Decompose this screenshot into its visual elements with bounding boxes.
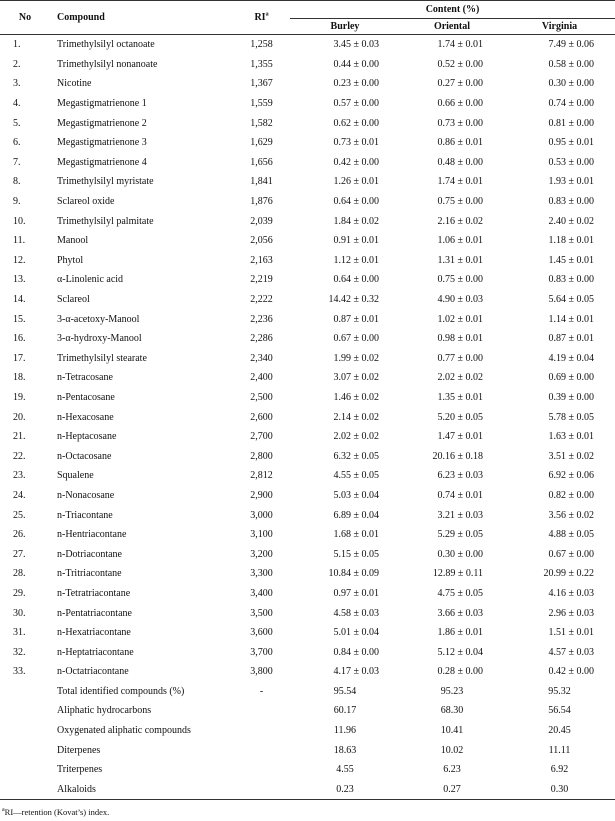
- compound-name: n-Tritriacontane: [57, 568, 122, 580]
- oriental-value: 20.16 ± 0.18: [432, 450, 483, 462]
- summary-label: Triterpenes: [57, 764, 103, 776]
- virginia-value: 0.95 ± 0.01: [548, 137, 595, 149]
- table-row: [0, 270, 615, 290]
- virginia-value: 0.82 ± 0.00: [548, 489, 595, 501]
- virginia-value: 2.40 ± 0.02: [548, 215, 595, 227]
- compound-name: Trimethylsilyl stearate: [57, 352, 147, 364]
- oriental-value: 4.75 ± 0.05: [437, 587, 483, 599]
- compound-name: n-Hentriacontane: [57, 529, 127, 541]
- summary-ri: [233, 760, 290, 780]
- oriental-total: 68.30: [440, 705, 464, 717]
- burley-value: 1.12 ± 0.01: [333, 254, 379, 266]
- oriental-value: 0.27 ± 0.00: [437, 78, 483, 90]
- retention-index: 2,400: [250, 372, 273, 384]
- row-number: 16.: [13, 333, 26, 345]
- virginia-value: 0.42 ± 0.00: [548, 666, 595, 678]
- burley-value: 1.46 ± 0.02: [333, 391, 379, 403]
- compound-name: n-Triacontane: [57, 509, 113, 521]
- row-number: 32.: [13, 646, 26, 658]
- summary-label: Alkaloids: [50, 780, 233, 800]
- row-number: 20.: [13, 411, 26, 423]
- oriental-value: 1.02 ± 0.01: [437, 313, 483, 325]
- burley-value: 1.84 ± 0.02: [333, 215, 379, 227]
- oriental-value: 0.66 ± 0.00: [437, 98, 483, 110]
- row-number: 11.: [13, 235, 26, 247]
- row-number: 21.: [13, 431, 26, 443]
- virginia-value: 0.58 ± 0.00: [548, 58, 595, 70]
- row-number: 26.: [13, 529, 26, 541]
- row-number: 7.: [13, 156, 21, 168]
- retention-index: 1,258: [250, 39, 273, 51]
- retention-index: 1,582: [250, 117, 273, 129]
- oriental-value: 2.16 ± 0.02: [437, 215, 483, 227]
- row-number: 2.: [13, 58, 21, 70]
- virginia-value: 0.39 ± 0.00: [548, 391, 595, 403]
- table-row: [0, 486, 615, 506]
- retention-index: 2,900: [250, 489, 273, 501]
- virginia-value: 0.53 ± 0.00: [548, 156, 595, 168]
- virginia-value: 3.56 ± 0.02: [548, 509, 595, 521]
- table-row: [0, 544, 615, 564]
- burley-value: 4.55 ± 0.05: [333, 470, 379, 482]
- oriental-value: 1.35 ± 0.01: [437, 391, 483, 403]
- header-oriental: Oriental: [400, 19, 504, 35]
- burley-value: 5.15 ± 0.05: [333, 548, 379, 560]
- row-number: 24.: [13, 489, 26, 501]
- header-compound: Compound: [50, 1, 233, 35]
- oriental-value: 1.74 ± 0.01: [437, 39, 483, 51]
- header-ri-sup: a: [265, 11, 269, 18]
- compound-name: Squalene: [57, 470, 94, 482]
- footnote-sup: a: [2, 807, 5, 814]
- summary-row: [0, 721, 615, 741]
- burley-value: 0.44 ± 0.00: [333, 58, 379, 70]
- oriental-value: 0.77 ± 0.00: [437, 352, 483, 364]
- burley-value: 1.26 ± 0.01: [333, 176, 379, 188]
- compound-name: n-Pentacosane: [57, 391, 115, 403]
- table-row: [0, 505, 615, 525]
- table-row: [0, 74, 615, 94]
- oriental-value: 0.86 ± 0.01: [437, 137, 483, 149]
- row-number: 5.: [13, 117, 21, 129]
- virginia-total: 0.30: [504, 780, 615, 800]
- virginia-value: 6.92 ± 0.06: [548, 470, 595, 482]
- retention-index: 2,812: [250, 470, 273, 482]
- burley-total: 60.17: [333, 705, 357, 717]
- header-virginia: Virginia: [504, 19, 615, 35]
- compound-name: Manool: [57, 235, 89, 247]
- table-row: [0, 153, 615, 173]
- oriental-total: 95.23: [440, 685, 464, 697]
- table-row: [0, 603, 615, 623]
- table-row: [0, 642, 615, 662]
- burley-value: 0.57 ± 0.00: [333, 98, 379, 110]
- burley-total: 4.55: [336, 764, 354, 776]
- row-number: 25.: [13, 509, 26, 521]
- retention-index: 3,200: [250, 548, 273, 560]
- row-number: 22.: [13, 450, 26, 462]
- retention-index: 1,559: [250, 98, 273, 110]
- compound-name: 3-α-acetoxy-Manool: [57, 313, 140, 325]
- row-number: 18.: [13, 372, 26, 384]
- summary-row: [0, 701, 615, 721]
- oriental-value: 1.86 ± 0.01: [437, 627, 483, 639]
- compound-name: Megastigmatrienone 4: [57, 156, 147, 168]
- compound-name: Trimethylsilyl octanoate: [57, 39, 155, 51]
- summary-empty: [0, 701, 50, 721]
- retention-index: 3,100: [250, 529, 273, 541]
- burley-value: 3.45 ± 0.03: [333, 39, 379, 51]
- retention-index: 3,700: [250, 646, 273, 658]
- burley-value: 0.67 ± 0.00: [333, 333, 379, 345]
- table-row: [0, 446, 615, 466]
- retention-index: 1,355: [250, 58, 273, 70]
- summary-row: [0, 760, 615, 780]
- table-row: [0, 623, 615, 643]
- summary-label: Aliphatic hydrocarbons: [57, 705, 152, 717]
- burley-value: 1.68 ± 0.01: [333, 529, 379, 541]
- oriental-value: 4.90 ± 0.03: [437, 294, 483, 306]
- row-number: 13.: [13, 274, 26, 286]
- oriental-value: 0.74 ± 0.01: [437, 489, 483, 501]
- oriental-value: 1.74 ± 0.01: [437, 176, 483, 188]
- summary-empty: [0, 721, 50, 741]
- burley-value: 5.03 ± 0.04: [333, 489, 379, 501]
- oriental-total: 10.02: [440, 744, 464, 756]
- compound-name: Trimethylsilyl nonanoate: [57, 58, 158, 70]
- summary-label: Total identified compounds (%): [57, 685, 185, 697]
- header-row-top: [0, 1, 615, 19]
- virginia-value: 1.18 ± 0.01: [548, 235, 595, 247]
- oriental-value: 0.75 ± 0.00: [437, 274, 483, 286]
- compound-name: α-Linolenic acid: [57, 274, 124, 286]
- row-number: 29.: [13, 587, 26, 599]
- oriental-value: 6.23 ± 0.03: [437, 470, 483, 482]
- retention-index: 1,876: [250, 196, 273, 208]
- table-row: [0, 329, 615, 349]
- oriental-total: 10.41: [440, 725, 464, 737]
- summary-ri: [233, 780, 290, 800]
- virginia-value: 3.51 ± 0.02: [548, 450, 595, 462]
- burley-total: 18.63: [333, 744, 357, 756]
- row-number: 4.: [13, 98, 21, 110]
- burley-total: 11.96: [333, 725, 357, 737]
- row-number: 17.: [13, 352, 26, 364]
- oriental-value: 1.47 ± 0.01: [437, 431, 483, 443]
- burley-value: 0.42 ± 0.00: [333, 156, 379, 168]
- table-row: [0, 94, 615, 114]
- burley-value: 0.23 ± 0.00: [333, 78, 379, 90]
- compound-name: n-Hexatriacontane: [57, 627, 131, 639]
- oriental-value: 0.52 ± 0.00: [437, 58, 483, 70]
- table-row: [0, 368, 615, 388]
- header-no: No: [0, 1, 50, 35]
- summary-row: [0, 682, 615, 702]
- row-number: 31.: [13, 627, 26, 639]
- summary-row: [0, 780, 615, 800]
- burley-total: 0.23: [290, 780, 400, 800]
- summary-ri: [233, 740, 290, 760]
- compound-name: n-Pentatriacontane: [57, 607, 132, 619]
- table-row: [0, 525, 615, 545]
- oriental-total: 6.23: [443, 764, 461, 776]
- footnote: [2, 807, 109, 817]
- compound-name: n-Nonacosane: [57, 489, 115, 501]
- retention-index: 2,700: [250, 431, 273, 443]
- burley-value: 4.17 ± 0.03: [333, 666, 379, 678]
- burley-value: 0.73 ± 0.01: [333, 137, 379, 149]
- table-row: [0, 192, 615, 212]
- table-row: [0, 349, 615, 369]
- row-number: 3.: [13, 78, 21, 90]
- retention-index: 3,800: [250, 666, 273, 678]
- virginia-value: 0.81 ± 0.00: [548, 117, 595, 129]
- virginia-value: 0.83 ± 0.00: [548, 274, 595, 286]
- virginia-value: 5.64 ± 0.05: [548, 294, 595, 306]
- table-body: [0, 35, 615, 800]
- table-row: [0, 133, 615, 153]
- summary-label: Diterpenes: [57, 744, 101, 756]
- virginia-value: 4.19 ± 0.04: [548, 352, 595, 364]
- oriental-value: 5.29 ± 0.05: [437, 529, 483, 541]
- compound-name: Trimethylsilyl myristate: [57, 176, 154, 188]
- oriental-value: 2.02 ± 0.02: [437, 372, 483, 384]
- compound-name: n-Heptatriacontane: [57, 646, 134, 658]
- virginia-value: 0.87 ± 0.01: [548, 333, 595, 345]
- burley-value: 1.99 ± 0.02: [333, 352, 379, 364]
- row-number: 23.: [13, 470, 26, 482]
- virginia-value: 1.14 ± 0.01: [548, 313, 595, 325]
- header-ri-label: RI: [254, 12, 266, 23]
- burley-value: 3.07 ± 0.02: [333, 372, 379, 384]
- retention-index: 2,800: [250, 450, 273, 462]
- oriental-value: 0.48 ± 0.00: [437, 156, 483, 168]
- oriental-value: 5.12 ± 0.04: [437, 646, 483, 658]
- row-number: 9.: [13, 196, 21, 208]
- retention-index: 3,300: [250, 568, 273, 580]
- table-row: [0, 251, 615, 271]
- summary-empty: [0, 740, 50, 760]
- row-number: 15.: [13, 313, 26, 325]
- compound-name: Megastigmatrienone 1: [57, 98, 147, 110]
- compound-name: n-Heptacosane: [57, 431, 117, 443]
- retention-index: 3,400: [250, 587, 273, 599]
- row-number: 33.: [13, 666, 26, 678]
- compound-name: n-Hexacosane: [57, 411, 114, 423]
- table-row: [0, 407, 615, 427]
- table-row: [0, 584, 615, 604]
- summary-empty: [0, 682, 50, 702]
- compound-name: Megastigmatrienone 3: [57, 137, 147, 149]
- retention-index: 2,222: [250, 294, 273, 306]
- table-row: [0, 113, 615, 133]
- row-number: 6.: [13, 137, 21, 149]
- retention-index: 3,500: [250, 607, 273, 619]
- table-row: [0, 290, 615, 310]
- oriental-value: 3.66 ± 0.03: [437, 607, 483, 619]
- compound-name: Phytol: [57, 254, 84, 266]
- burley-value: 0.64 ± 0.00: [333, 196, 379, 208]
- burley-value: 2.02 ± 0.02: [333, 431, 379, 443]
- summary-ri: [233, 701, 290, 721]
- compound-name: n-Dotriacontane: [57, 548, 122, 560]
- compound-name: Trimethylsilyl palmitate: [57, 215, 154, 227]
- table-row: [0, 662, 615, 682]
- compound-name: Sclareol: [57, 294, 90, 306]
- row-number: 1.: [13, 39, 21, 51]
- virginia-value: 4.16 ± 0.03: [548, 587, 595, 599]
- compound-name: Sclareol oxide: [57, 196, 115, 208]
- summary-label: Oxygenated aliphatic compounds: [57, 725, 191, 737]
- virginia-total: 95.32: [548, 685, 571, 697]
- virginia-total: 11.11: [548, 744, 571, 756]
- retention-index: 2,219: [250, 274, 273, 286]
- burley-value: 0.64 ± 0.00: [333, 274, 379, 286]
- virginia-value: 4.57 ± 0.03: [548, 646, 595, 658]
- table-row: [0, 35, 615, 55]
- virginia-value: 0.67 ± 0.00: [548, 548, 595, 560]
- oriental-value: 12.89 ± 0.11: [432, 568, 483, 580]
- summary-empty: [0, 780, 50, 800]
- virginia-total: 56.54: [548, 705, 571, 717]
- table-row: [0, 309, 615, 329]
- virginia-value: 0.69 ± 0.00: [548, 372, 595, 384]
- oriental-value: 0.75 ± 0.00: [437, 196, 483, 208]
- virginia-value: 1.93 ± 0.01: [548, 176, 595, 188]
- retention-index: 2,039: [250, 215, 273, 227]
- retention-index: 2,163: [250, 254, 273, 266]
- oriental-value: 0.98 ± 0.01: [437, 333, 483, 345]
- compound-name: n-Octatriacontane: [57, 666, 129, 678]
- header-burley: Burley: [290, 19, 400, 35]
- table-row: [0, 55, 615, 75]
- burley-value: 0.87 ± 0.01: [333, 313, 379, 325]
- burley-value: 10.84 ± 0.09: [328, 568, 379, 580]
- burley-value: 0.91 ± 0.01: [333, 235, 379, 247]
- burley-value: 2.14 ± 0.02: [333, 411, 379, 423]
- burley-value: 0.62 ± 0.00: [333, 117, 379, 129]
- oriental-total: 0.27: [400, 780, 504, 800]
- oriental-value: 0.30 ± 0.00: [437, 548, 483, 560]
- footnote-text: RI—retention (Kovat’s) index.: [4, 807, 110, 817]
- row-number: 8.: [13, 176, 21, 188]
- burley-value: 6.32 ± 0.05: [333, 450, 379, 462]
- summary-empty: [0, 760, 50, 780]
- row-number: 28.: [13, 568, 26, 580]
- table-row: [0, 172, 615, 192]
- oriental-value: 0.28 ± 0.00: [437, 666, 483, 678]
- virginia-value: 0.74 ± 0.00: [548, 98, 595, 110]
- burley-value: 4.58 ± 0.03: [333, 607, 379, 619]
- table-header: [0, 1, 615, 35]
- retention-index: 1,656: [250, 156, 273, 168]
- row-number: 14.: [13, 294, 26, 306]
- retention-index: 1,367: [250, 78, 273, 90]
- burley-total: 95.54: [333, 685, 357, 697]
- virginia-value: 4.88 ± 0.05: [548, 529, 595, 541]
- compound-name: Nicotine: [57, 78, 92, 90]
- table-row: [0, 388, 615, 408]
- virginia-total: 20.45: [548, 725, 571, 737]
- burley-value: 14.42 ± 0.32: [328, 294, 379, 306]
- compound-name: 3-α-hydroxy-Manool: [57, 333, 142, 345]
- table-row: [0, 427, 615, 447]
- oriental-value: 1.06 ± 0.01: [437, 235, 483, 247]
- row-number: 30.: [13, 607, 26, 619]
- virginia-value: 1.63 ± 0.01: [548, 431, 595, 443]
- compound-name: n-Tetratriacontane: [57, 587, 131, 599]
- table-row: [0, 466, 615, 486]
- burley-value: 6.89 ± 0.04: [333, 509, 379, 521]
- retention-index: 2,340: [250, 352, 273, 364]
- header-content: Content (%): [290, 1, 615, 19]
- retention-index: 2,236: [250, 313, 273, 325]
- row-number: 10.: [13, 215, 26, 227]
- oriental-value: 5.20 ± 0.05: [437, 411, 483, 423]
- header-ri: [233, 1, 290, 35]
- oriental-value: 3.21 ± 0.03: [437, 509, 483, 521]
- burley-value: 0.84 ± 0.00: [333, 646, 379, 658]
- compound-name: n-Octacosane: [57, 450, 112, 462]
- row-number: 27.: [13, 548, 26, 560]
- virginia-value: 1.51 ± 0.01: [548, 627, 595, 639]
- retention-index: 3,600: [250, 627, 273, 639]
- table-row: [0, 564, 615, 584]
- summary-row: [0, 740, 615, 760]
- burley-value: 5.01 ± 0.04: [333, 627, 379, 639]
- virginia-value: 20.99 ± 0.22: [543, 568, 595, 580]
- retention-index: 2,286: [250, 333, 273, 345]
- row-number: 12.: [13, 254, 26, 266]
- compound-name: n-Tetracosane: [57, 372, 113, 384]
- burley-value: 0.97 ± 0.01: [333, 587, 379, 599]
- oriental-value: 1.31 ± 0.01: [437, 254, 483, 266]
- retention-index: 3,000: [250, 509, 273, 521]
- virginia-value: 0.30 ± 0.00: [548, 78, 595, 90]
- retention-index: 1,629: [250, 137, 273, 149]
- virginia-value: 0.83 ± 0.00: [548, 196, 595, 208]
- summary-ri: [233, 721, 290, 741]
- compound-name: Megastigmatrienone 2: [57, 117, 147, 129]
- summary-ri: -: [259, 685, 264, 697]
- virginia-value: 7.49 ± 0.06: [548, 39, 595, 51]
- retention-index: 2,600: [250, 411, 273, 423]
- table-row: [0, 211, 615, 231]
- virginia-value: 5.78 ± 0.05: [548, 411, 595, 423]
- retention-index: 2,500: [250, 391, 273, 403]
- virginia-value: 1.45 ± 0.01: [548, 254, 595, 266]
- row-number: 19.: [13, 391, 26, 403]
- table-row: [0, 231, 615, 251]
- virginia-total: 6.92: [550, 764, 569, 776]
- retention-index: 2,056: [250, 235, 273, 247]
- virginia-value: 2.96 ± 0.03: [548, 607, 595, 619]
- retention-index: 1,841: [250, 176, 273, 188]
- oriental-value: 0.73 ± 0.00: [437, 117, 483, 129]
